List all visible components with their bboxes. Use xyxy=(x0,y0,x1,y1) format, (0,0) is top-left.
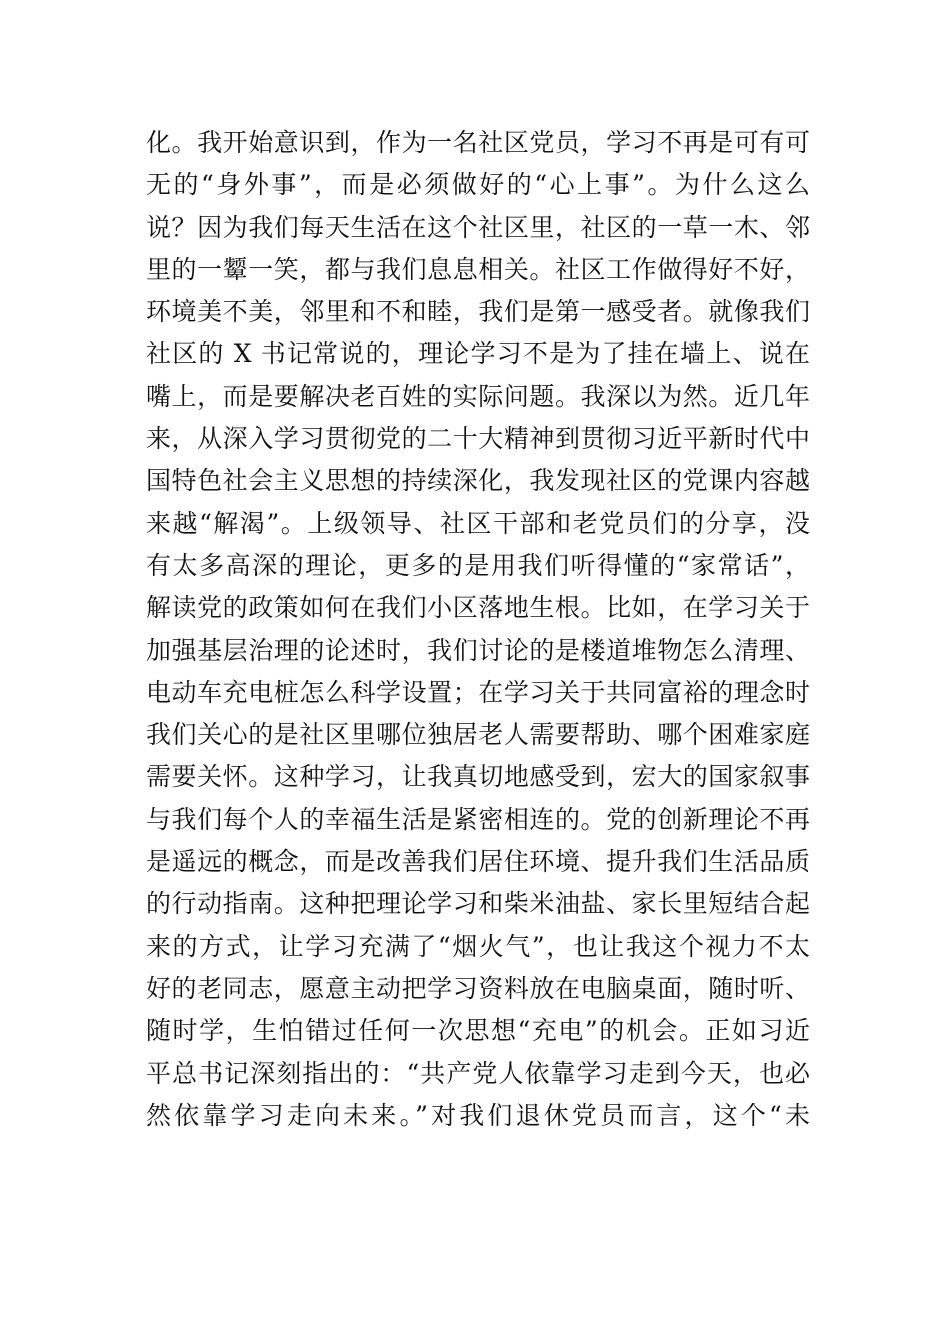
text-line: 化。我开始意识到，作为一名社区党员，学习不再是可有可 xyxy=(146,128,810,157)
text-line: 是遥远的概念，而是改善我们居住环境、提升我们生活品质 xyxy=(146,847,810,877)
text-line: 与我们每个人的幸福生活是紧密相连的。党的创新理论不再 xyxy=(146,804,810,834)
text-line: 然依靠学习走向未来。”对我们退休党员而言，这个“未 xyxy=(146,1100,810,1130)
text-line: 有太多高深的理论，更多的是用我们听得懂的“家常话”， xyxy=(146,550,810,580)
text-line: 嘴上，而是要解决老百姓的实际问题。我深以为然。近几年 xyxy=(146,381,810,411)
text-line: 环境美不美，邻里和不和睦，我们是第一感受者。就像我们 xyxy=(146,297,810,327)
text-line: 无的“身外事”，而是必须做好的“心上事”。为什么这么 xyxy=(146,170,810,200)
text-line: 好的老同志，愿意主动把学习资料放在电脑桌面，随时听、 xyxy=(146,973,810,1003)
text-line: 里的一颦一笑，都与我们息息相关。社区工作做得好不好， xyxy=(146,254,810,284)
text-line: 国特色社会主义思想的持续深化，我发现社区的党课内容越 xyxy=(146,466,810,496)
text-line: 的行动指南。这种把理论学习和柴米油盐、家长里短结合起 xyxy=(146,889,810,919)
text-line: 说？因为我们每天生活在这个社区里，社区的一草一木、邻 xyxy=(146,212,810,242)
text-line: 解读党的政策如何在我们小区落地生根。比如，在学习关于 xyxy=(146,593,810,623)
text-line: 我们关心的是社区里哪位独居老人需要帮助、哪个困难家庭 xyxy=(146,720,810,750)
body-text xyxy=(146,122,810,1137)
text-line: 需要关怀。这种学习，让我真切地感受到，宏大的国家叙事 xyxy=(146,762,810,792)
text-line: 社区的 X 书记常说的，理论学习不是为了挂在墙上、说在 xyxy=(146,339,810,369)
text-line: 来越“解渴”。上级领导、社区干部和老党员们的分享，没 xyxy=(146,508,810,538)
text-line: 加强基层治理的论述时，我们讨论的是楼道堆物怎么清理、 xyxy=(146,635,810,665)
text-line: 平总书记深刻指出的：“共产党人依靠学习走到今天，也必 xyxy=(146,1058,810,1088)
text-line: 来，从深入学习贯彻党的二十大精神到贯彻习近平新时代中 xyxy=(146,424,810,454)
text-line: 随时学，生怕错过任何一次思想“充电”的机会。正如习近 xyxy=(146,1016,810,1046)
text-line: 电动车充电桩怎么科学设置；在学习关于共同富裕的理念时 xyxy=(146,677,810,707)
text-line: 来的方式，让学习充满了“烟火气”，也让我这个视力不太 xyxy=(146,931,810,961)
